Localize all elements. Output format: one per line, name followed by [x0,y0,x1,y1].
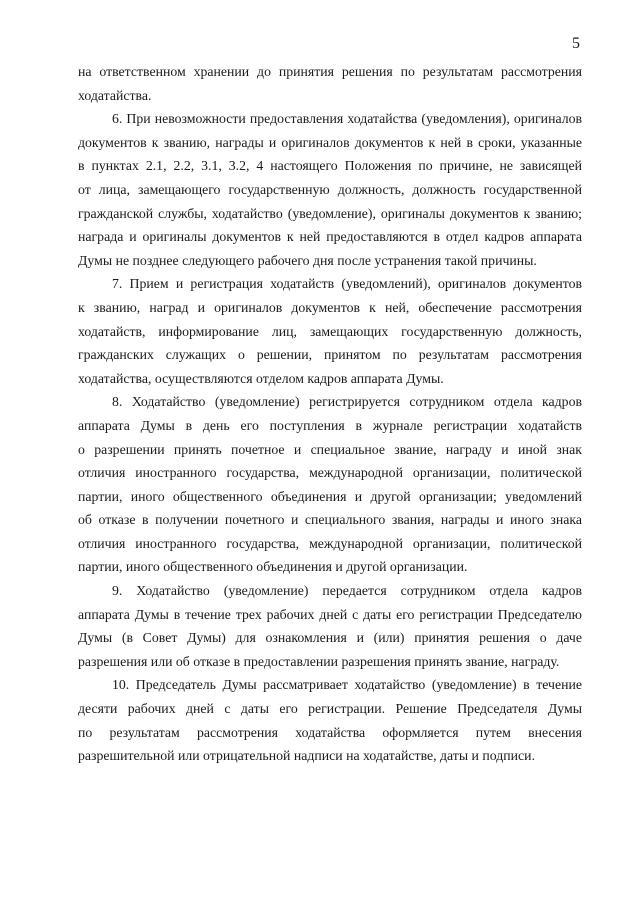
paragraph-p7 [78,272,582,390]
text-line: 7. Прием и регистрация ходатайств (уведомлений), оригиналов документов [112,276,582,292]
text-line: Думы не позднее следующего рабочего дня после устранения такой причины. [78,252,537,268]
text-line: ходатайства. [78,87,152,103]
text-line: 6. При невозможности предоставления ходатайства (уведомления), оригиналов [112,111,582,127]
text-line: ходатайств, информирование лиц, замещающих государственную должность, [78,323,582,339]
text-line: по результатам рассмотрения ходатайства оформляется путем внесения [78,724,582,740]
paragraph-p8 [78,390,582,579]
text-line: разрешительной или отрицательной надписи на ходатайстве, даты и подписи. [78,748,536,764]
text-line: партии, иного общественного объединения и другой организации; уведомлений [78,488,582,504]
text-line: аппарата Думы в течение трех рабочих дней с даты его регистрации Председателю [78,606,582,622]
text-line: отличия иностранного государства, международной организации, политической [78,535,582,551]
text-line: о разрешении принять почетное и специальное звание, награду и иной знак [78,441,582,457]
paragraph-p10 [78,673,582,767]
text-line: 9. Ходатайство (уведомление) передается сотрудником отдела кадров [112,583,582,599]
text-line: награда и оригиналы документов к ней предоставляются в отдел кадров аппарата [78,229,582,245]
page-number: 5 [572,35,580,52]
text-line: документов к званию, награды и оригиналов документов к ней в сроки, указанные [78,134,582,150]
text-line: партии, иного общественного объединения и другой организации. [78,559,468,575]
text-line: об отказе в получении почетного и специального звания, награды и иного знака [78,512,582,528]
text-line: гражданских служащих о решении, принятом по результатам рассмотрения [78,347,582,363]
text-line: аппарата Думы в день его поступления в журнале регистрации ходатайств [78,417,582,433]
text-line: Думы (в Совет Думы) для ознакомления и (или) принятия решения о даче [78,630,582,646]
paragraph-p9 [78,579,582,673]
text-line: ходатайства, осуществляются отделом кадров аппарата Думы. [78,370,444,386]
text-line: 8. Ходатайство (уведомление) регистрируется сотрудником отдела кадров [112,394,582,410]
text-line: к званию, наград и оригиналов документов к ней, обеспечение рассмотрения [78,299,582,315]
document-body [78,60,582,768]
text-line: отличия иностранного государства, международной организации, политической [78,465,582,481]
text-line: десяти рабочих дней с даты его регистрации. Решение Председателя Думы [78,701,582,717]
text-line: от лица, замещающего государственную должность, должность государственной [78,181,582,197]
text-line: в пунктах 2.1, 2.2, 3.1, 3.2, 4 настоящего Положения по причине, не зависящей [78,158,582,174]
text-line: разрешения или об отказе в предоставлении разрешения принять звание, награду. [78,653,560,669]
paragraph-p6 [78,107,582,272]
paragraph-p-cont [78,60,582,107]
text-line: на ответственном хранении до принятия решения по результатам рассмотрения [78,64,582,79]
text-line: гражданской службы, ходатайство (уведомление), оригиналы документов к званию; [78,205,582,221]
text-line: 10. Председатель Думы рассматривает ходатайство (уведомление) в течение [112,677,582,693]
